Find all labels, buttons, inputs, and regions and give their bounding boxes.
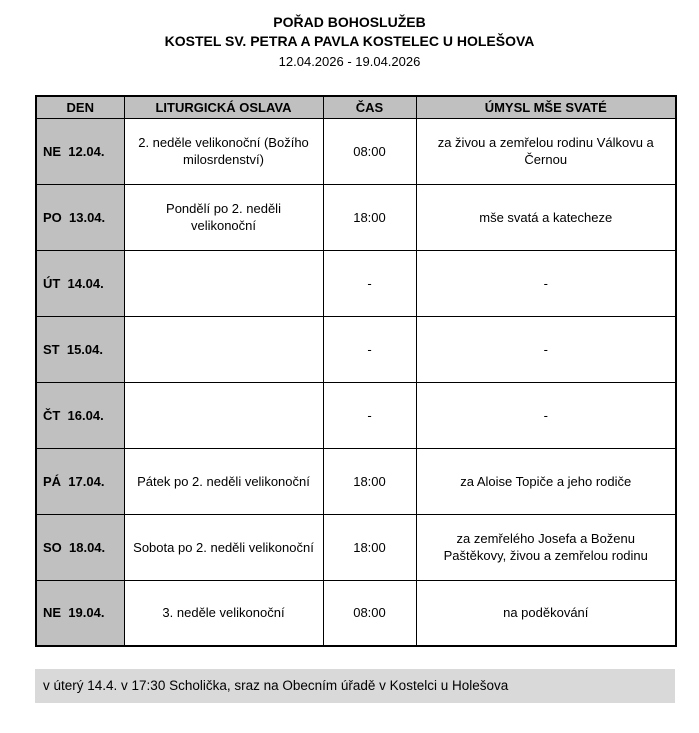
- day-cell: ČT 16.04.: [36, 382, 124, 448]
- day-cell: NE 19.04.: [36, 580, 124, 646]
- day-cell: NE 12.04.: [36, 118, 124, 184]
- intention-cell: -: [416, 316, 676, 382]
- intention-cell: za Aloise Topiče a jeho rodiče: [416, 448, 676, 514]
- celebration-cell: Pátek po 2. neděli velikonoční: [124, 448, 323, 514]
- table-row: [36, 514, 676, 580]
- time-cell: 08:00: [323, 118, 416, 184]
- intention-cell: za živou a zemřelou rodinu Válkovu a Černou: [416, 118, 676, 184]
- day-cell: ST 15.04.: [36, 316, 124, 382]
- time-cell: 18:00: [323, 448, 416, 514]
- celebration-cell: 3. neděle velikonoční: [124, 580, 323, 646]
- celebration-cell: [124, 316, 323, 382]
- schedule-table: [35, 95, 677, 647]
- celebration-cell: 2. neděle velikonoční (Božího milosrdenství): [124, 118, 323, 184]
- intention-cell: -: [416, 382, 676, 448]
- intention-cell: mše svatá a katecheze: [416, 184, 676, 250]
- column-header-liturgicka-oslava: LITURGICKÁ OSLAVA: [124, 96, 323, 118]
- day-cell: PO 13.04.: [36, 184, 124, 250]
- day-cell: PÁ 17.04.: [36, 448, 124, 514]
- table-row: [36, 118, 676, 184]
- celebration-cell: [124, 250, 323, 316]
- time-cell: -: [323, 316, 416, 382]
- date-range: 12.04.2026 - 19.04.2026: [278, 54, 421, 69]
- footer-note: v úterý 14.4. v 17:30 Scholička, sraz na Obecním úřadě v Kostelci u Holešova: [35, 669, 675, 703]
- page-subtitle: KOSTEL SV. PETRA A PAVLA KOSTELEC U HOLEŠOVA: [164, 33, 535, 49]
- intention-cell: -: [416, 250, 676, 316]
- intention-cell: za zemřelého Josefa a Boženu Paštěkovy, živou a zemřelou rodinu: [416, 514, 676, 580]
- column-header-den: DEN: [36, 96, 124, 118]
- time-cell: -: [323, 250, 416, 316]
- intention-cell: na poděkování: [416, 580, 676, 646]
- table-row: [36, 448, 676, 514]
- column-header-umysl: ÚMYSL MŠE SVATÉ: [416, 96, 676, 118]
- day-cell: SO 18.04.: [36, 514, 124, 580]
- celebration-cell: Pondělí po 2. neděli velikonoční: [124, 184, 323, 250]
- day-cell: ÚT 14.04.: [36, 250, 124, 316]
- time-cell: 18:00: [323, 514, 416, 580]
- page-title: POŘAD BOHOSLUŽEB: [273, 14, 426, 30]
- time-cell: 18:00: [323, 184, 416, 250]
- time-cell: -: [323, 382, 416, 448]
- celebration-cell: Sobota po 2. neděli velikonoční: [124, 514, 323, 580]
- table-row: [36, 316, 676, 382]
- time-cell: 08:00: [323, 580, 416, 646]
- table-header-row: [36, 96, 676, 118]
- table-row: [36, 184, 676, 250]
- document-header: [0, 0, 699, 71]
- column-header-cas: ČAS: [323, 96, 416, 118]
- celebration-cell: [124, 382, 323, 448]
- table-row: [36, 580, 676, 646]
- table-row: [36, 382, 676, 448]
- table-row: [36, 250, 676, 316]
